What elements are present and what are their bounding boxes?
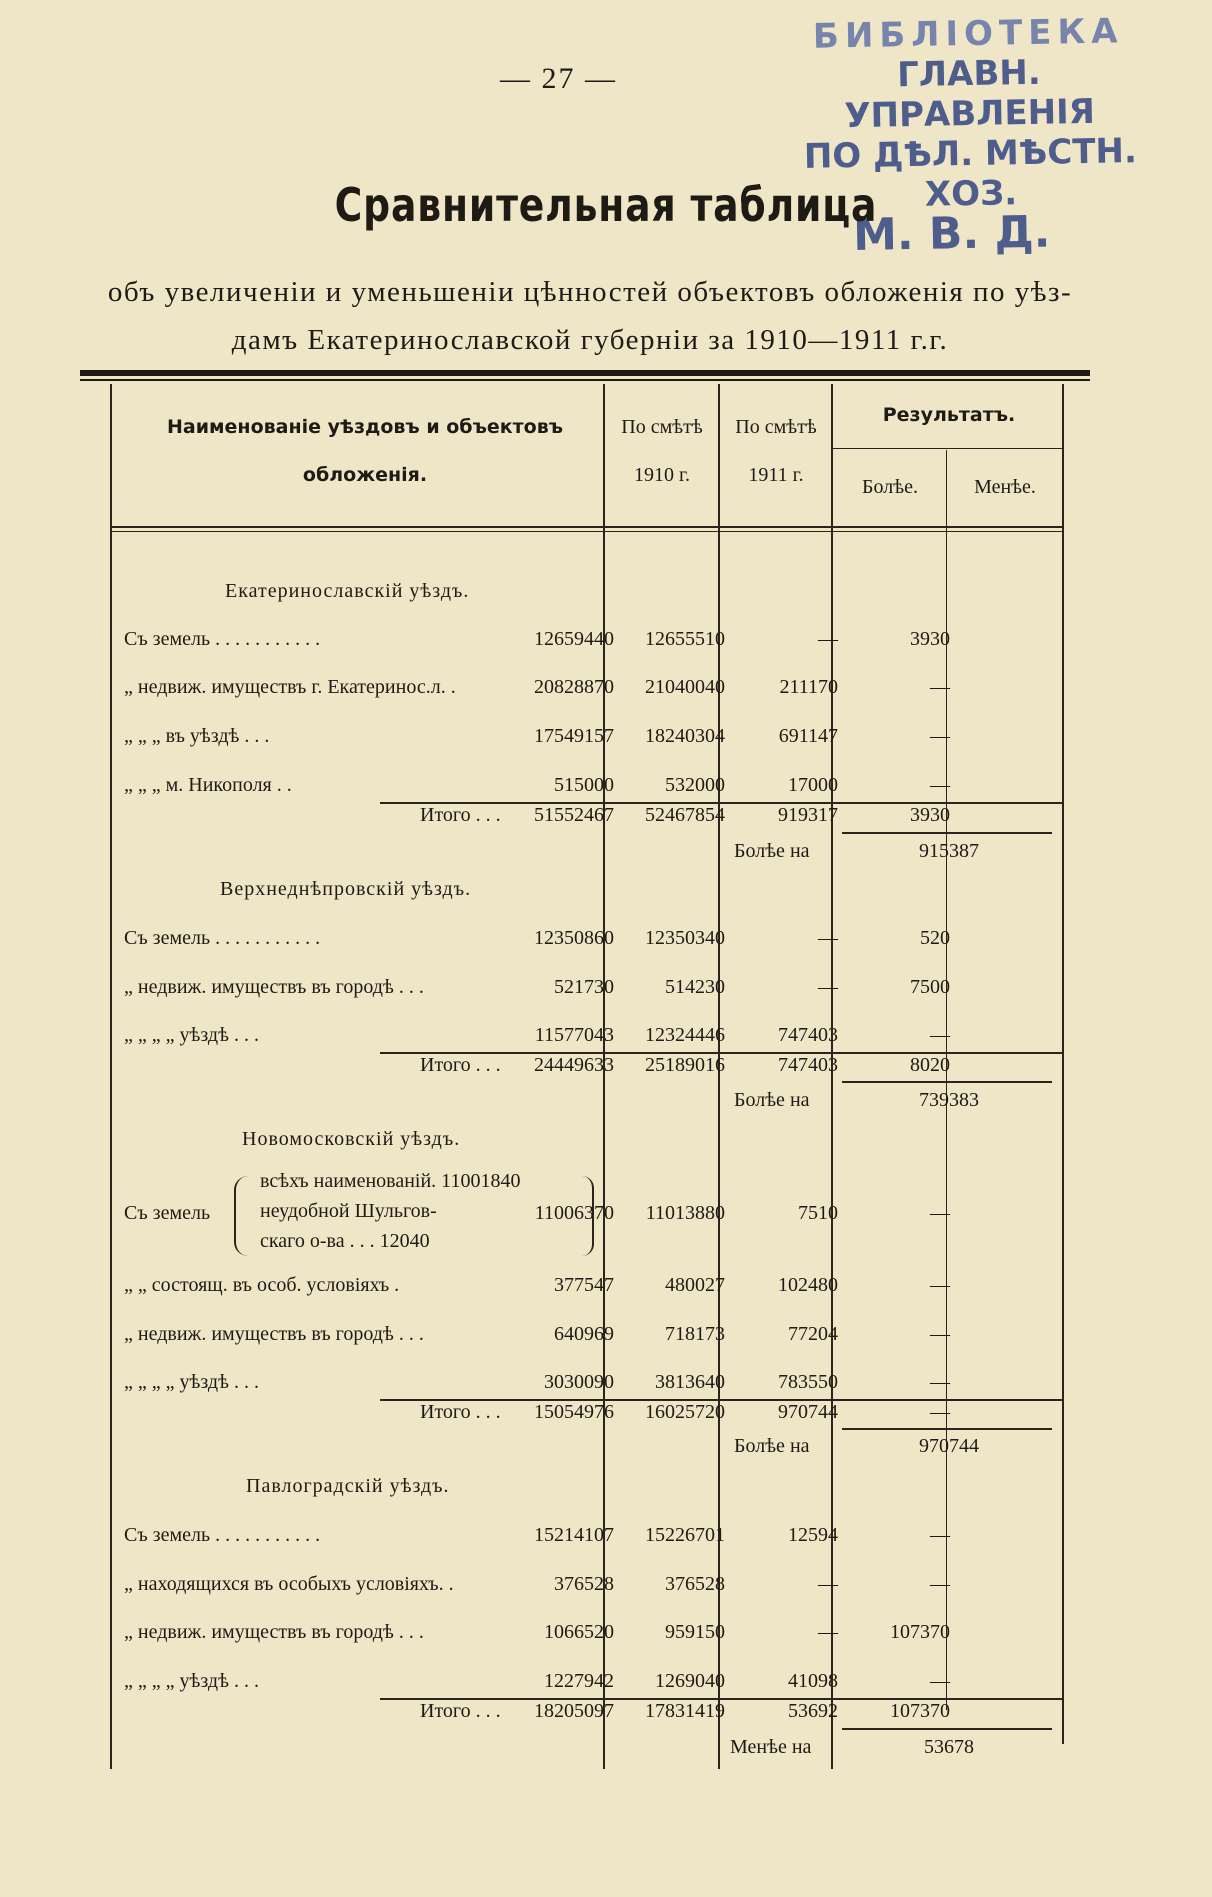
value-1911: 12655510 <box>645 628 725 650</box>
table-row <box>110 1524 1064 1558</box>
value-1910: 12659440 <box>534 628 614 650</box>
value-1910: 521730 <box>554 976 614 998</box>
value-more: — <box>818 628 838 650</box>
value-more: 41098 <box>788 1670 838 1692</box>
value-less: — <box>930 676 950 698</box>
summary-label: Болѣе на <box>734 840 810 862</box>
summary-value: 53678 <box>924 1736 974 1758</box>
value-1911: 17831419 <box>645 1700 725 1722</box>
value-more: 102480 <box>778 1274 838 1296</box>
value-1911: 959150 <box>665 1621 725 1643</box>
value-1910: 1227942 <box>544 1670 614 1692</box>
value-1910: 376528 <box>554 1573 614 1595</box>
value-more: 747403 <box>778 1054 838 1076</box>
value-1911: 12324446 <box>645 1024 725 1046</box>
header-divider <box>110 531 1064 532</box>
section-title: Верхнеднѣпровскій уѣздъ. <box>220 878 472 900</box>
summary-label: Болѣе на <box>734 1089 810 1111</box>
header-1911-line2: 1911 г. <box>748 464 804 486</box>
value-less: 3930 <box>910 804 950 826</box>
header-name-line2: обложенія. <box>302 464 428 486</box>
top-rule <box>80 370 1090 376</box>
table-row <box>110 927 1064 961</box>
table-row <box>110 976 1064 1010</box>
header-divider <box>110 526 1064 528</box>
summary-value: 970744 <box>919 1435 979 1457</box>
value-1910: 11577043 <box>534 1024 614 1046</box>
composite-line: неудобной Шульгов- <box>260 1200 437 1222</box>
value-less: — <box>930 1024 950 1046</box>
value-more: 970744 <box>778 1401 838 1423</box>
value-less: — <box>930 725 950 747</box>
section-title: Екатеринославскій уѣздъ. <box>225 580 470 602</box>
value-1910: 12350860 <box>534 927 614 949</box>
document-title: Сравнительная таблица <box>334 178 878 232</box>
summary-rule <box>842 1428 1052 1430</box>
header-1911-line1: По смѣтѣ <box>735 416 817 438</box>
value-1910: 640969 <box>554 1323 614 1345</box>
stamp-line: БИБЛІОТЕКА <box>812 11 1124 57</box>
composite-line: скаго о-ва . . . 12040 <box>260 1230 430 1252</box>
value-1911: 376528 <box>665 1573 725 1595</box>
summary-value: 915387 <box>919 840 979 862</box>
total-label: Итого . . . <box>420 804 501 826</box>
value-1911: 514230 <box>665 976 725 998</box>
table-row <box>110 1573 1064 1607</box>
summary-rule <box>842 1081 1052 1083</box>
value-1911: 1269040 <box>655 1670 725 1692</box>
value-1911: 718173 <box>665 1323 725 1345</box>
stamp-line: ПО ДѢЛ. МѢСТН. ХОЗ. <box>803 131 1138 215</box>
value-less: — <box>930 1401 950 1423</box>
subtitle-line: дамъ Екатеринославской губерніи за 1910—1911 г.г. <box>231 324 949 356</box>
summary-rule <box>842 1728 1052 1730</box>
value-1910: 18205097 <box>534 1700 614 1722</box>
summary-value: 739383 <box>919 1089 979 1111</box>
header-result: Результатъ. <box>882 404 1016 426</box>
top-rule-thin <box>80 379 1090 381</box>
value-1911: 25189016 <box>645 1054 725 1076</box>
value-more: 77204 <box>788 1323 838 1345</box>
value-less: 107370 <box>890 1700 950 1722</box>
value-more: 691147 <box>778 725 838 747</box>
value-1910: 15054976 <box>534 1401 614 1423</box>
row-label: „ „ „ м. Никополя . . <box>124 774 292 796</box>
row-label: Съ земель <box>124 1202 211 1224</box>
row-label: „ недвиж. имуществъ г. Екатеринос.л. . <box>124 676 456 698</box>
summary-label: Менѣе на <box>730 1736 812 1758</box>
value-less: — <box>930 1670 950 1692</box>
value-more: 12594 <box>788 1524 838 1546</box>
total-label: Итого . . . <box>420 1401 501 1423</box>
value-1910: 1066520 <box>544 1621 614 1643</box>
stamp-line: М. В. Д. <box>852 206 1051 262</box>
value-more: — <box>818 1621 838 1643</box>
value-1911: 16025720 <box>645 1401 725 1423</box>
value-less: — <box>930 1573 950 1595</box>
row-label: Съ земель . . . . . . . . . . . <box>124 927 321 949</box>
value-1910: 11006370 <box>534 1202 614 1224</box>
value-more: 17000 <box>788 774 838 796</box>
row-label: „ „ „ „ уѣздѣ . . . <box>124 1024 259 1046</box>
value-less: — <box>930 1323 950 1345</box>
table-row <box>110 1323 1064 1357</box>
value-1910: 515000 <box>554 774 614 796</box>
value-more: 211170 <box>779 676 838 698</box>
value-less: 7500 <box>910 976 950 998</box>
row-label: „ „ состоящ. въ особ. условіяхъ . <box>124 1274 400 1296</box>
value-1911: 21040040 <box>645 676 725 698</box>
value-1911: 12350340 <box>645 927 725 949</box>
summary-label: Болѣе на <box>734 1435 810 1457</box>
value-more: 747403 <box>778 1024 838 1046</box>
value-more: — <box>818 927 838 949</box>
composite-line: всѣхъ наименованій. 11001840 <box>260 1170 521 1192</box>
row-label: „ недвиж. имуществъ въ городѣ . . . <box>124 976 424 998</box>
value-more: 783550 <box>778 1371 838 1393</box>
row-label: „ недвиж. имуществъ въ городѣ . . . <box>124 1323 424 1345</box>
header-divider <box>831 448 1064 449</box>
subtitle-line: объ увеличеніи и уменьшеніи цѣнностей объектовъ обложенія по уѣз- <box>107 276 1073 308</box>
value-1910: 377547 <box>554 1274 614 1296</box>
value-more: — <box>818 1573 838 1595</box>
row-label: „ „ „ „ уѣздѣ . . . <box>124 1371 259 1393</box>
header-1910-line1: По смѣтѣ <box>621 416 703 438</box>
value-1910: 51552467 <box>534 804 614 826</box>
section-title: Новомосковскій уѣздъ. <box>242 1128 461 1150</box>
row-label: „ находящихся въ особыхъ условіяхъ. . <box>124 1573 454 1595</box>
value-1911: 52467854 <box>645 804 725 826</box>
value-less: — <box>930 774 950 796</box>
value-1911: 532000 <box>665 774 725 796</box>
value-more: 7510 <box>798 1202 838 1224</box>
left-brace <box>234 1176 258 1256</box>
total-label: Итого . . . <box>420 1700 501 1722</box>
value-less: — <box>930 1371 950 1393</box>
value-less: 520 <box>920 927 950 949</box>
value-1910: 20828870 <box>534 676 614 698</box>
row-label: Съ земель . . . . . . . . . . . <box>124 628 321 650</box>
row-label: „ недвиж. имуществъ въ городѣ . . . <box>124 1621 424 1643</box>
value-1910: 24449633 <box>534 1054 614 1076</box>
header-1910-line2: 1910 г. <box>634 464 690 486</box>
row-label: „ „ „ въ уѣздѣ . . . <box>124 725 270 747</box>
value-less: — <box>930 1524 950 1546</box>
header-name-line1: Наименованіе уѣздовъ и объектовъ <box>166 416 563 438</box>
total-label: Итого . . . <box>420 1054 501 1076</box>
table-row <box>110 1621 1064 1655</box>
composite-row <box>110 1170 1064 1260</box>
table-row <box>110 1274 1064 1308</box>
value-less: — <box>930 1274 950 1296</box>
value-more: — <box>818 976 838 998</box>
value-1911: 15226701 <box>645 1524 725 1546</box>
value-1910: 17549157 <box>534 725 614 747</box>
value-1911: 3813640 <box>655 1371 725 1393</box>
stamp-line: ГЛАВН. УПРАВЛЕНІЯ <box>844 52 1096 137</box>
document-subtitle <box>80 268 1100 364</box>
value-less: 3930 <box>910 628 950 650</box>
comparison-table <box>110 384 1064 1774</box>
row-label: Съ земель . . . . . . . . . . . <box>124 1524 321 1546</box>
section-title: Павлоградскій уѣздъ. <box>246 1475 450 1497</box>
value-less: 107370 <box>890 1621 950 1643</box>
value-1910: 3030090 <box>544 1371 614 1393</box>
value-1911: 11013880 <box>645 1202 725 1224</box>
table-row <box>110 628 1064 662</box>
value-more: 919317 <box>778 804 838 826</box>
value-1911: 18240304 <box>645 725 725 747</box>
value-less: — <box>930 1202 950 1224</box>
row-label: „ „ „ „ уѣздѣ . . . <box>124 1670 259 1692</box>
value-less: 8020 <box>910 1054 950 1076</box>
table-row <box>110 725 1064 759</box>
table-row <box>110 676 1064 710</box>
summary-rule <box>842 832 1052 834</box>
value-1910: 15214107 <box>534 1524 614 1546</box>
header-more: Болѣе. <box>862 476 918 498</box>
header-less: Менѣе. <box>974 476 1036 498</box>
value-more: 53692 <box>788 1700 838 1722</box>
value-1911: 480027 <box>665 1274 725 1296</box>
page-number: — 27 — <box>500 62 617 95</box>
